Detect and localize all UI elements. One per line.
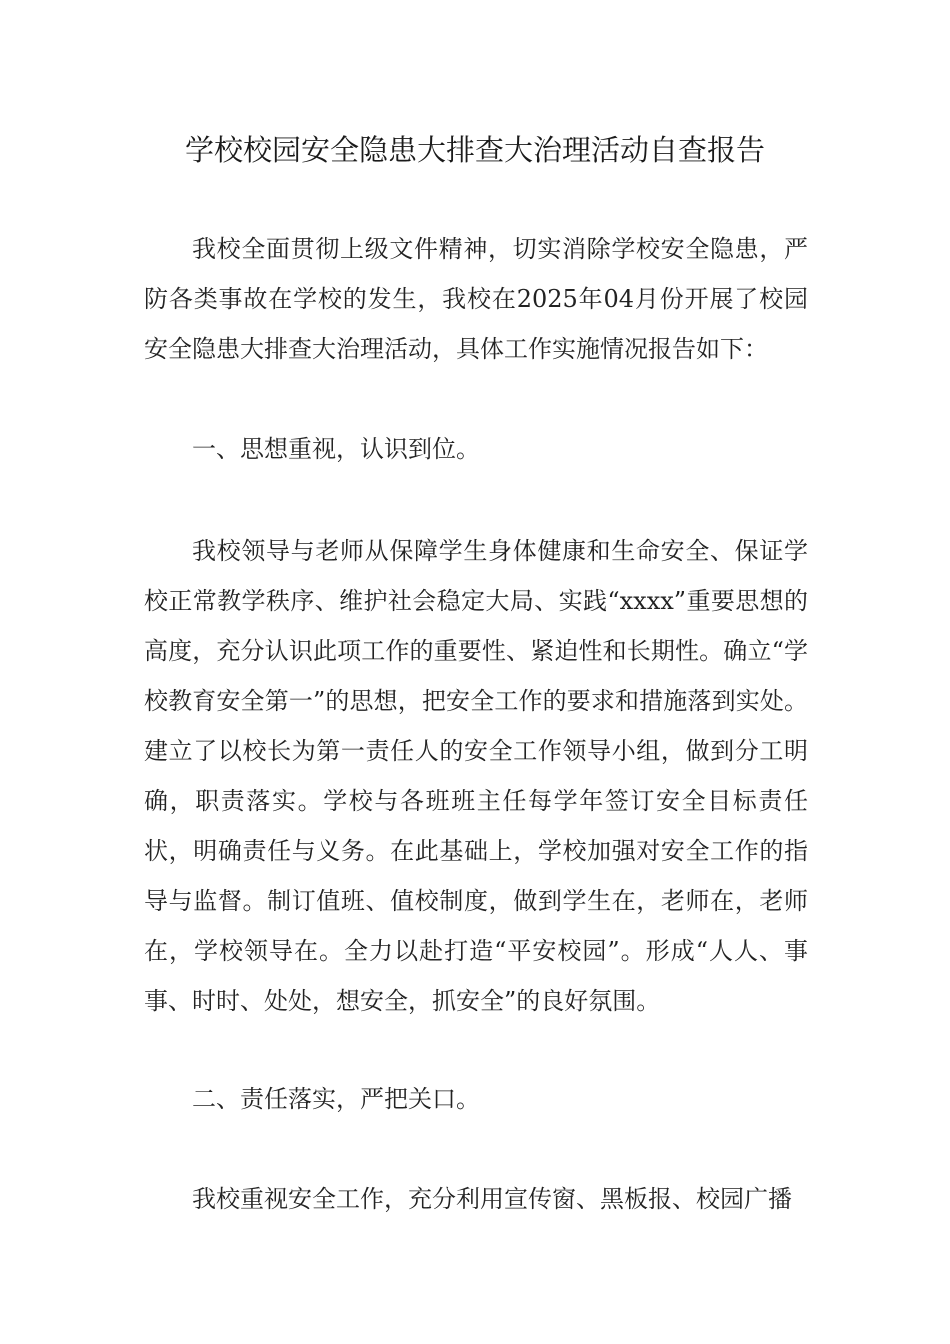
section-body-1: 我校领导与老师从保障学生身体健康和生命安全、保证学校正常教学秩序、维护社会稳定大局、实践“xxxx”重要思想的高度，充分认识此项工作的重要性、紧迫性和长期性。确立“学校教育安全第一”的思想，把安全工作的要求和措施落到实处。建立了以校长为第一责任人的安全工作领导小组，做到分工明确，职责落实。学校与各班班主任每学年签订安全目标责任状，明确责任与义务。在此基础上，学校加强对安全工作的指导与监督。制订值班、值校制度，做到学生在，老师在，老师在，学校领导在。全力以赴打造“平安校园”。形成“人人、事事、时时、处处，想安全，抓安全”的良好氛围。 <box>144 537 808 1015</box>
section-heading-1: 一、思想重视，认识到位。 <box>192 435 480 463</box>
section-body-2: 我校重视安全工作，充分利用宣传窗、黑板报、校园广播 <box>192 1185 792 1213</box>
document-title: 学校校园安全隐患大排查大治理活动自查报告 <box>184 133 765 167</box>
intro-paragraph: 我校全面贯彻上级文件精神，切实消除学校安全隐患，严防各类事故在学校的发生，我校在2025年04月份开展了校园安全隐患大排查大治理活动，具体工作实施情况报告如下： <box>144 235 808 363</box>
section-heading-2: 二、责任落实，严把关口。 <box>192 1085 480 1113</box>
